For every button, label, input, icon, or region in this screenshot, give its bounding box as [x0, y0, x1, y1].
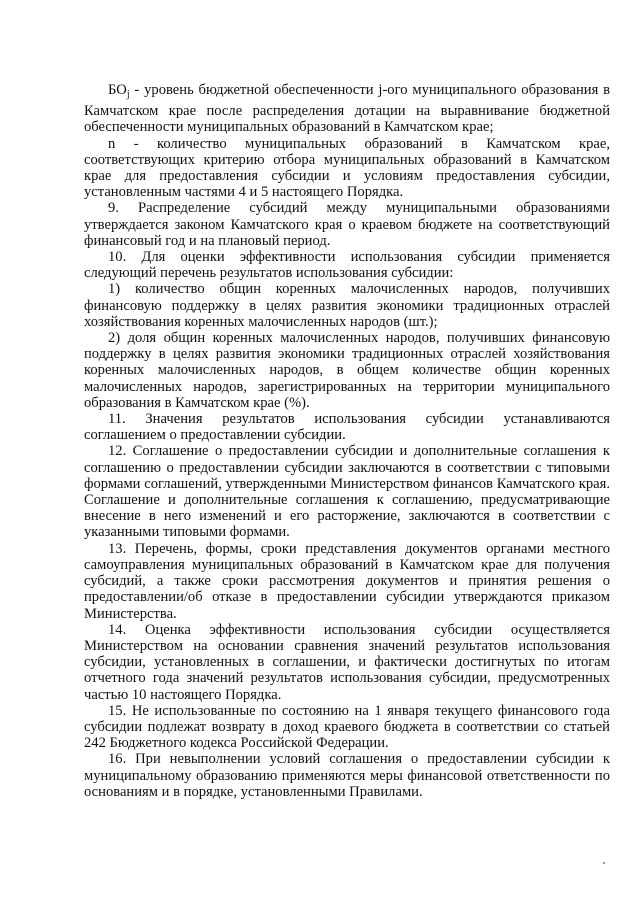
paragraph-14: 14. Оценка эффективности использования субсидии осуществляется Министерством на основании сравнения значений результатов использования субсидии, установленных в соглашении, и фактически достигнутых по итогам отчетного года значений результатов использования субсидии, предусмотренных частью 10 настоящего Порядка. — [84, 621, 610, 703]
document-page — [84, 82, 610, 800]
paragraph-10: 10. Для оценки эффективности использования субсидии применяется следующий перечень результатов использования субсидии: — [84, 249, 610, 282]
paragraph-12: 12. Соглашение о предоставлении субсидии и дополнительные соглашения к соглашению о предоставлении субсидии заключаются в соответствии с типовыми формами соглашений, утвержденными Министерством финансов Камчатского края. Соглашение и дополнительные соглашения к соглашению, предусматривающие внесение в него изменений и его расторжение, заключаются в соответствии с указанными типовыми формами. — [84, 443, 610, 541]
paragraph-16: 16. При невыполнении условий соглашения о предоставлении субсидии к муниципальному образованию применяются меры финансовой ответственности по основаниям и в порядке, установленными Правилами. — [84, 751, 610, 800]
scan-speck — [603, 862, 605, 864]
paragraph-n-definition: n - количество муниципальных образований в Камчатском крае, соответствующих критерию отбора муниципальных образований в Камчатском крае для предоставления субсидии и условиям предоставления субсидии, установленным частями 4 и 5 настоящего Порядка. — [84, 135, 610, 201]
bo-symbol: БО — [108, 82, 127, 98]
paragraph-11: 11. Значения результатов использования субсидии устанавливаются соглашением о предоставлении субсидии. — [84, 411, 610, 444]
paragraph-13: 13. Перечень, формы, сроки представления документов органами местного самоуправления муниципальных образований в Камчатском крае для получения субсидий, а также сроки рассмотрения документов и принятия решения о предоставлении/об отказе в предоставлении субсидии утверждаются приказом Министерства. — [84, 540, 610, 622]
bo-definition-text: - уровень бюджетной обеспеченности j-ого муниципального образования в Камчатском крае после распределения дотации на выравнивание бюджетной обеспеченности муниципальных образований в Камчатском крае; — [84, 82, 610, 136]
paragraph-10-item-2: 2) доля общин коренных малочисленных народов, получивших финансовую поддержку в целях развития экономики традиционных отраслей хозяйствования коренных малочисленных народов, в общем количестве общин коренных малочисленных народов, зарегистрированных на территории муниципального образования в Камчатском крае (%). — [84, 330, 610, 411]
paragraph-15: 15. Не использованные по состоянию на 1 января текущего финансового года субсидии подлежат возврату в доход краевого бюджета в соответствии со статьей 242 Бюджетного кодекса Российской Федерации. — [84, 702, 610, 752]
paragraph-10-item-1: 1) количество общин коренных малочисленных народов, получивших финансовую поддержку в целях развития экономики традиционных отраслей хозяйствования коренных малочисленных народов (шт.); — [84, 281, 610, 330]
bo-subscript: j — [126, 89, 130, 100]
paragraph-9: 9. Распределение субсидий между муниципальными образованиями утверждается законом Камчатского края о краевом бюджете на соответствующий финансовый год и на плановый период. — [84, 200, 610, 249]
paragraph-bo-definition — [84, 82, 610, 136]
